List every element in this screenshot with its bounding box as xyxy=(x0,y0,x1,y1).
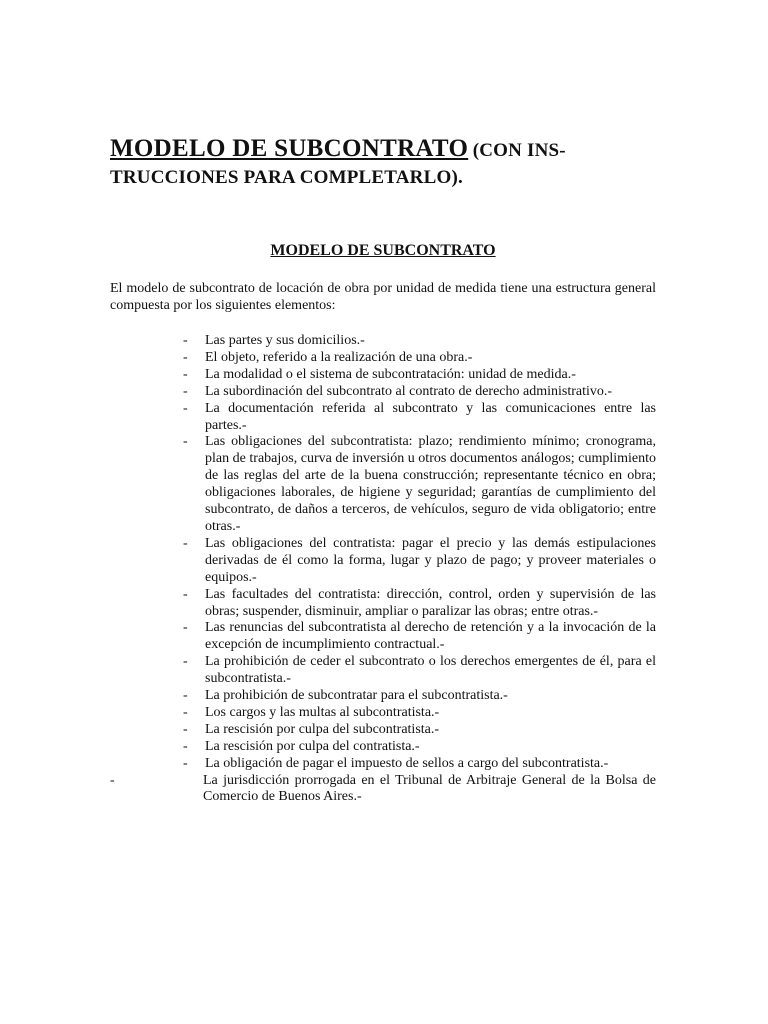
document-heading-sub: (CON INS-TRUCCIONES PARA COMPLETARLO). xyxy=(110,140,566,188)
list-item xyxy=(0,587,656,621)
bullet-dash: - xyxy=(183,366,188,382)
bullet-dash: - xyxy=(183,535,188,551)
document-heading-main: MODELO DE SUBCONTRATO xyxy=(110,135,469,162)
list-item xyxy=(0,333,656,350)
list-item xyxy=(0,756,656,773)
list-item xyxy=(0,350,656,367)
bullet-dash: - xyxy=(183,400,188,416)
document-heading xyxy=(110,136,656,191)
list-item xyxy=(0,688,656,705)
list-item-text: Las obligaciones del subcontratista: plazo; rendimiento mínimo; cronograma, plan de trabajos, curva de inversión u otros documentos análogos; cumplimiento de las reglas del arte de la buena construcción; representante técnico en obra; obligaciones laborales, de higiene y seguridad; garantías de cumplimiento del subcontrato, de daños a terceros, de vehículos, seguro de vida obligatorio; entre otras.- xyxy=(205,434,656,534)
list-item-text: Las obligaciones del contratista: pagar el precio y las demás estipulaciones derivadas de él como la forma, lugar y plazo de pago; y proveer materiales o equipos.- xyxy=(205,535,656,585)
list-item-text: La subordinación del subcontrato al contrato de derecho administrativo.- xyxy=(205,383,613,399)
list-item-text: Los cargos y las multas al subcontratista.- xyxy=(205,704,440,720)
list-item-text: Las facultades del contratista: dirección, control, orden y supervisión de las obras; suspender, disminuir, ampliar o paralizar las obras; entre otras.- xyxy=(205,586,656,619)
list-item xyxy=(0,434,656,535)
list-item xyxy=(0,367,656,384)
elements-list xyxy=(0,333,768,806)
bullet-dash: - xyxy=(183,704,188,720)
list-item-text: La modalidad o el sistema de subcontratación: unidad de medida.- xyxy=(205,366,576,382)
list-item-text: La obligación de pagar el impuesto de sellos a cargo del subcontratista.- xyxy=(205,755,609,771)
list-item-text: Las partes y sus domicilios.- xyxy=(205,333,365,348)
bullet-dash: - xyxy=(183,434,188,450)
bullet-dash: - xyxy=(183,721,188,737)
list-item-text: Las renuncias del subcontratista al derecho de retención y a la invocación de la excepción de incumplimiento contractual.- xyxy=(205,620,656,653)
list-item-text: La prohibición de ceder el subcontrato o los derechos emergentes de él, para el subcontratista.- xyxy=(205,654,656,687)
bullet-dash: - xyxy=(183,383,188,399)
list-item xyxy=(0,739,656,756)
bullet-dash: - xyxy=(183,688,188,704)
bullet-dash: - xyxy=(183,620,188,636)
list-item-text: La rescisión por culpa del contratista.- xyxy=(205,738,420,754)
intro-paragraph: El modelo de subcontrato de locación de obra por unidad de medida tiene una estructura general compuesta por los siguientes elementos: xyxy=(110,281,656,313)
bullet-dash: - xyxy=(183,333,188,348)
list-item xyxy=(0,384,656,401)
list-item-text: La jurisdicción prorrogada en el Tribunal de Arbitraje General de la Bolsa de Comercio de Buenos Aires.- xyxy=(203,772,656,805)
bullet-dash: - xyxy=(110,772,115,788)
list-item-text: La prohibición de subcontratar para el subcontratista.- xyxy=(205,688,508,704)
list-item-text: La rescisión por culpa del subcontratista.- xyxy=(205,721,440,737)
list-item xyxy=(0,773,656,807)
bullet-dash: - xyxy=(183,349,188,365)
list-item xyxy=(0,722,656,739)
list-item xyxy=(0,620,656,654)
list-item-text: El objeto, referido a la realización de una obra.- xyxy=(205,349,473,365)
bullet-dash: - xyxy=(183,755,188,771)
bullet-dash: - xyxy=(183,586,188,602)
section-title: MODELO DE SUBCONTRATO xyxy=(270,242,496,259)
bullet-dash: - xyxy=(183,738,188,754)
bullet-dash: - xyxy=(183,654,188,670)
list-item xyxy=(0,536,656,587)
list-item xyxy=(0,401,656,435)
list-item xyxy=(0,654,656,688)
list-item xyxy=(0,705,656,722)
list-item-text: La documentación referida al subcontrato y las comunicaciones entre las partes.- xyxy=(205,400,656,433)
